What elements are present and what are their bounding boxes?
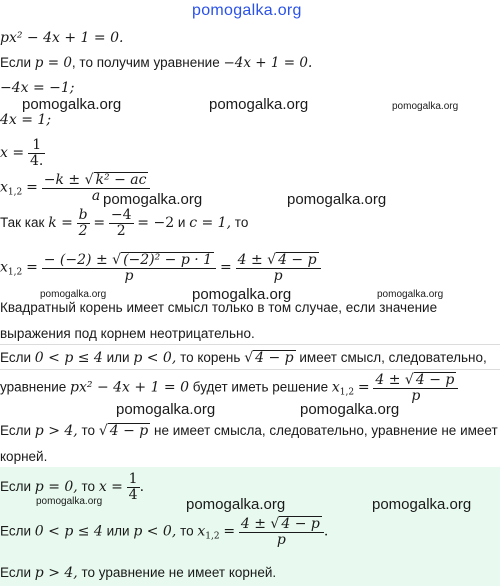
denominator: 2 [116, 223, 126, 239]
math: −4x + 1 = 0. [223, 55, 313, 71]
math: √ 4 − p [244, 350, 294, 366]
math: 4 ± [237, 252, 263, 268]
numerator: 4 ± √ 4 − p [236, 252, 321, 269]
math: = [357, 379, 370, 396]
text-line: корней. [0, 449, 48, 464]
math: = [26, 179, 38, 196]
fraction [109, 208, 134, 239]
equation-line: px² − 4x + 1 = 0. [0, 30, 124, 46]
subscript: 1,2 [7, 187, 23, 198]
watermark: pomogalka.org [192, 286, 292, 303]
text: и [177, 215, 186, 231]
denominator: p [124, 268, 134, 284]
text: будет иметь решение [192, 379, 329, 395]
fraction [42, 252, 216, 284]
subscript: 1,2 [7, 267, 23, 278]
watermark: pomogalka.org [116, 401, 216, 418]
math: = [26, 259, 38, 276]
text: уравнение [0, 379, 67, 395]
radicand: 4 − p [255, 350, 294, 366]
math: px² − 4x + 1 = 0 [70, 379, 190, 396]
watermark: pomogalka.org [377, 289, 444, 300]
text: Если [0, 565, 32, 580]
radicand: 4 − p [281, 516, 320, 532]
denominator: 2 [78, 223, 88, 239]
fraction [373, 372, 458, 404]
equation-line [0, 252, 321, 284]
text-line: выражения под корнем неотрицательно. [0, 326, 255, 341]
math: 4 ± [240, 516, 266, 532]
text: то [81, 479, 96, 495]
math: √ 4 − p [98, 423, 149, 439]
period: . [323, 523, 329, 540]
math: − (−2) ± [43, 252, 108, 268]
numerator: 4 ± √ 4 − p [373, 372, 458, 389]
numerator: 4 ± √ 4 − p [239, 516, 324, 533]
text: , то получим уравнение [71, 55, 220, 70]
answer-line [0, 565, 276, 581]
numerator: b [78, 207, 88, 223]
math: p = 0, [34, 479, 78, 496]
math: 0 < p ≤ 4 [34, 350, 103, 366]
math: x [331, 379, 340, 396]
equation-line [0, 138, 45, 169]
math: p > 4, [34, 565, 78, 581]
math: x [0, 179, 8, 196]
text: то [180, 523, 194, 539]
math: = [223, 523, 236, 540]
watermark: pomogalka.org [103, 191, 203, 208]
text-line [0, 372, 458, 404]
fraction [127, 472, 140, 503]
fraction [236, 252, 321, 284]
radicand: 4 − p [278, 252, 317, 268]
subscript: 1,2 [339, 387, 355, 398]
math: = −2 [137, 215, 175, 232]
math: p < 0, [133, 350, 177, 366]
text-line [0, 55, 312, 71]
math: x [197, 523, 206, 540]
text: то корень [180, 350, 241, 365]
math: −k ± [43, 172, 81, 188]
numerator: − (−2) ± √ (−2)² − p · 1 [42, 252, 216, 269]
text: Если [0, 523, 32, 539]
numerator: −k ± √ k² − ac [42, 172, 151, 189]
watermark: pomogalka.org [300, 401, 400, 418]
denominator: p [273, 268, 283, 284]
denominator: 4. [29, 153, 44, 169]
watermark: pomogalka.org [287, 191, 387, 208]
fraction [28, 138, 45, 169]
watermark: pomogalka.org [372, 496, 472, 513]
equation-line: −4x = −1; [0, 80, 75, 96]
watermark: pomogalka.org [22, 96, 122, 113]
math: p < 0, [133, 523, 177, 540]
fraction [239, 516, 324, 548]
text: имеет смысл, следовательно, [299, 350, 487, 365]
math: 4 ± [375, 372, 401, 388]
text: то [234, 215, 249, 231]
text: Если [0, 350, 32, 365]
period: . [139, 479, 145, 496]
denominator: p [276, 532, 286, 548]
radicand: (−2)² − p · 1 [123, 252, 213, 268]
watermark: pomogalka.org [209, 96, 309, 113]
text: Если [0, 423, 32, 438]
math: p = 0 [34, 55, 72, 71]
math: x = [0, 145, 25, 162]
text: Так как [0, 215, 45, 231]
text-line [0, 208, 248, 239]
denominator: a [91, 188, 101, 204]
numerator: −4 [110, 207, 132, 223]
math: x = [98, 479, 123, 496]
denominator: p [411, 388, 421, 404]
watermark: pomogalka.org [40, 289, 107, 300]
text: Если [0, 55, 32, 70]
watermark-top: pomogalka.org [192, 2, 302, 19]
denominator: 4 [128, 487, 138, 503]
text: то уравнение не имеет корней. [81, 565, 277, 580]
numerator: 1 [128, 471, 138, 487]
radicand: k² − ac [95, 172, 147, 188]
divider [0, 369, 500, 370]
math: = [93, 215, 106, 232]
fraction [77, 208, 90, 239]
text: не имеет смысла, следовательно, уравнение не имеет [154, 423, 498, 438]
math: c = 1, [189, 215, 232, 232]
subscript: 1,2 [205, 531, 220, 542]
text: или [106, 350, 130, 365]
math: 0 < p ≤ 4 [34, 523, 103, 540]
math: = [219, 259, 232, 276]
text: или [106, 523, 130, 539]
text: Если [0, 479, 32, 495]
radicand: 4 − p [109, 423, 149, 439]
math: k = [48, 215, 73, 232]
watermark: pomogalka.org [392, 101, 459, 112]
answer-line [0, 516, 328, 548]
math: p > 4, [34, 423, 78, 439]
text-line: Квадратный корень имеет смысл только в том случае, если значение [0, 300, 438, 315]
numerator: 1 [28, 138, 45, 154]
divider [0, 344, 500, 345]
math: x [0, 259, 8, 276]
text-line [0, 350, 487, 366]
radicand: 4 − p [415, 372, 455, 388]
equation-line: 4x = 1; [0, 112, 52, 128]
watermark: pomogalka.org [36, 496, 103, 507]
text: то [81, 423, 96, 438]
text-line [0, 423, 498, 439]
watermark: pomogalka.org [186, 496, 286, 513]
